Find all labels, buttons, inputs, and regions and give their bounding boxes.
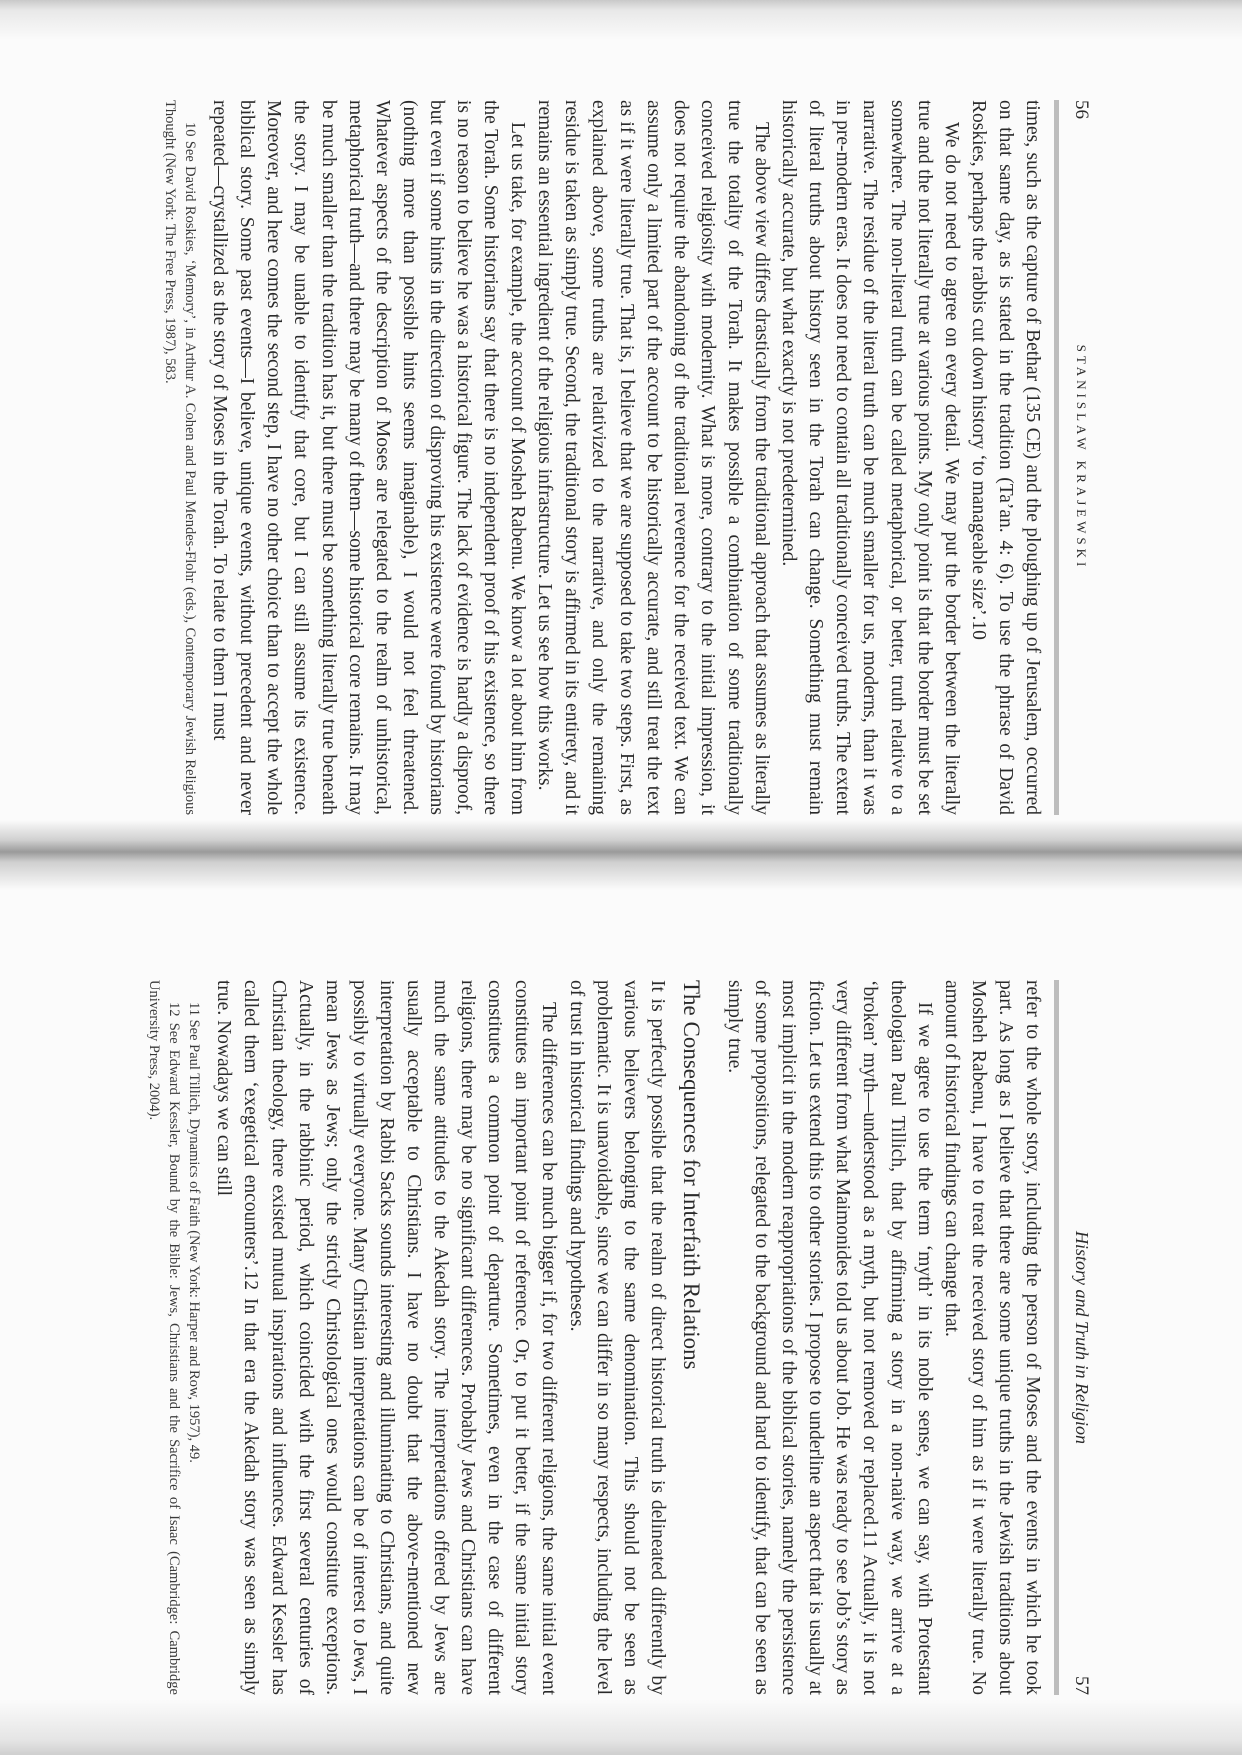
paragraph: refer to the whole story, including the person of Moses and the events in which he took part. As long as I believe that there are some unique truths in the Jewish traditions about Mosheh Rabenu, I have to treat the received story of him as if it were literally true. No amount of historical findings can change that. xyxy=(940,980,1043,1695)
header-rule xyxy=(1054,980,1059,1695)
footnote: 11 See Paul Tillich, Dynamics of Faith (New York: Harper and Row, 1957), 49. xyxy=(186,1002,203,1463)
left-page-rotated xyxy=(0,0,1242,875)
section-heading: The Consequences for Interfaith Relations xyxy=(678,980,704,1370)
footnote: 10 See David Roskies, ‘Memory’, in Arthur A. Cohen and Paul Mendes-Flohr (eds.), Contemporary Jewish Religious Thought (New York: The Free Press, 1987), 583. xyxy=(162,100,199,815)
paragraph: We do not need to agree on every detail. We may put the border between the literally true and the not literally true at various points. My only point is that the border must be set somewhere. The non-literal truth can be called metaphorical, or better, truth relative to a narrative. The residue of the literal truth can be much smaller for us, moderns, than it was in pre-modern eras. It does not need to contain all traditionally conceived truths. The extent of literal truths about history seen in the Torah can change. Something must remain historically accurate, but what exactly is not predetermined. xyxy=(778,100,962,815)
paragraph: If we agree to use the term ‘myth’ in its noble sense, we can say, with Protestant theologian Paul Tillich, that by affirming a story in a non-naive way, we arrive at a ‘broken’ myth—understood as a myth, but not removed or replaced.11 Actually, it is not very different from what Maimonides told us about Job. He was ready to see Job’s story as fiction. Let us extend this to other stories. I propose to underline an aspect that is usually at most implicit in the modern reappropriations of the biblical stories, namely the persistence of some propositions, relegated to the background and hard to identify, that can be seen as simply true. xyxy=(723,980,935,1695)
right-page xyxy=(0,880,1242,1755)
page-number: 56 xyxy=(1071,100,1092,119)
left-page-body xyxy=(160,100,1046,815)
right-page-rotated xyxy=(0,880,1242,1755)
running-head: STANISLAW KRAJEWSKI xyxy=(1074,344,1089,571)
paragraph: Let us take, for example, the account of Mosheh Rabenu. We know a lot about him from the Torah. Some historians say that there is no independent proof of his existence, so there is no reason to believe he was a historical figure. The lack of evidence is hardly a disproof, but even if some hints in the direction of disproving his existence were found by historians (nothing more than possible hints seems imaginable), I would not feel threatened. Whatever aspects of the description of Moses are relegated to the realm of unhistorical, metaphorical truth—and there may be many of them—some historical core remains. It may be much smaller than the tradition has it, but there must be something literally true beneath the story. I may be unable to identify that core, but I can still assume its existence. Moreover, and here comes the second step, I have no other choice than to accept the whole biblical story. Some past events—I believe, unique events, without precedent and never repeated—crystallized as the story of Moses in the Torah. To relate to them I must xyxy=(209,100,529,815)
left-page xyxy=(0,0,1242,875)
footnotes xyxy=(160,100,200,815)
page-number: 57 xyxy=(1071,1676,1092,1695)
paragraph: The above view differs drastically from the traditional approach that assumes as literally true the totality of the Torah. It makes possible a combination of some traditionally conceived religiosity with modernity. What is more, contrary to the initial impression, it does not require the abandoning of the traditional reverence for the received text. We can assume only a limited part of the account to be historically accurate, and still treat the text as if it were literally true. That is, I believe that we are supposed to take two steps. First, as explained above, some truths are relativized to the narrative, and only the remaining residue is taken as simply true. Second, the traditional story is affirmed in its entirety, and it remains an essential ingredient of the religious infrastructure. Let us see how this works. xyxy=(534,100,773,815)
paragraph: The differences can be much bigger if, for two different religions, the same initial event constitutes an important point of reference. Or, to put it better, if the same initial story constitutes a common point of departure. Sometimes, even in the case of different religions, there may be no significant differences. Probably Jews and Christians can have much the same attitudes to the Akedah story. The interpretations offered by Jews are usually acceptable to Christians. I have no doubt that the above-mentioned new interpretation by Rabbi Sacks sounds interesting and illuminating to Christians, and quite possibly to virtually everyone. Many Christian interpretations can be of interest to Jews, I mean Jews as Jews; only the strictly Christological ones would constitute exceptions. Actually, in the rabbinic period, which coincided with the first several centuries of Christian theology, there existed mutual inspirations and influences. Edward Kessler has called them ‘exegetical encounters’.12 In that era the Akedah story was seen as simply true. Nowadays we can still xyxy=(213,980,560,1695)
running-head: History and Truth in Religion xyxy=(1072,1230,1092,1444)
footnote: 12 See Edward Kessler, Bound by the Bible: Jews, Christians and the Sacrifice of Isaac (Cambridge: Cambridge University Press, 2004). xyxy=(146,980,183,1695)
header-rule xyxy=(1054,100,1059,815)
right-page-body xyxy=(144,980,1046,1695)
footnotes xyxy=(144,980,204,1695)
paragraph: times, such as the capture of Bethar (135 CE) and the ploughing up of Jerusalem, occurred on that same day, as is stated in the tradition (Ta’an. 4: 6). To use the phrase of David Roskies, perhaps the rabbis cut down history ‘to manageable size’.10 xyxy=(967,100,1043,815)
paragraph: It is perfectly possible that the realm of direct historical truth is delineated differently by various believers belonging to the same denomination. This should not be seen as problematic. It is unavoidable, since we can differ in so many respects, including the level of trust in historical findings and hypotheses. xyxy=(565,980,668,1695)
right-page-header xyxy=(1062,980,1092,1695)
left-page-header xyxy=(1062,100,1092,815)
